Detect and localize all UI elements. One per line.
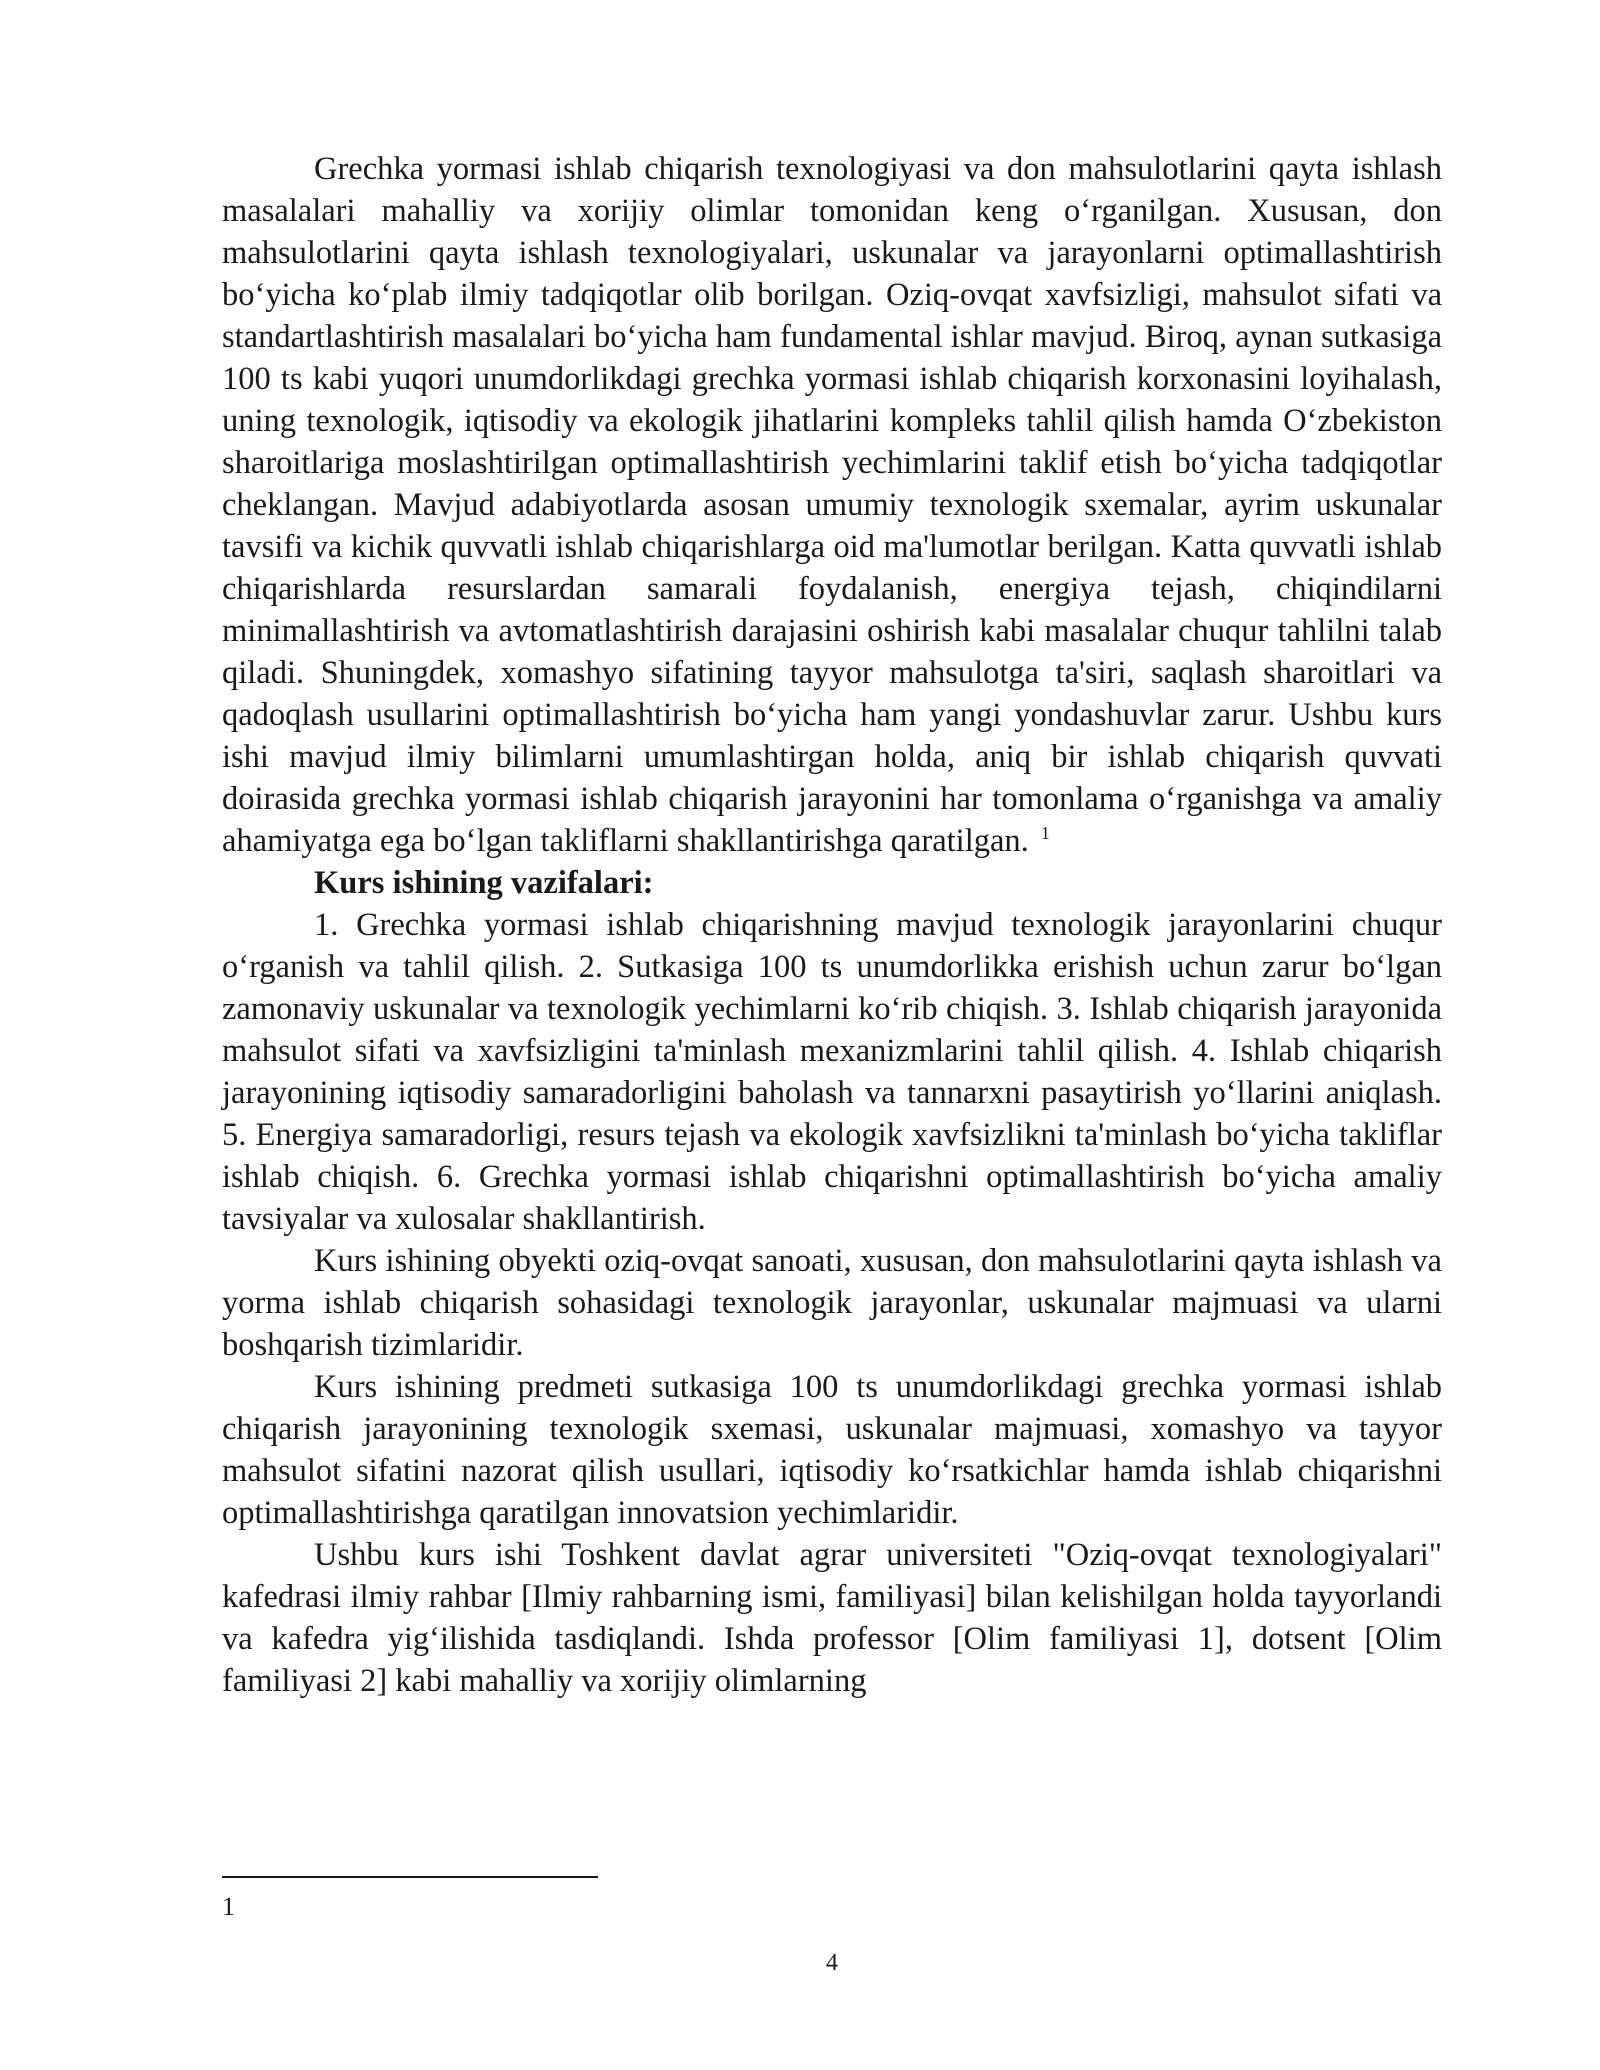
page-body (222, 148, 1442, 1702)
footnote-number: 1 (222, 1892, 235, 1921)
footnote-separator (222, 1876, 598, 1878)
intro-paragraph-text: Grechka yormasi ishlab chiqarish texnologiyasi va don mahsulotlarini qayta ishlash masalalari mahalliy va xorijiy olimlar tomonidan keng oʻrganilgan. Xususan, don mahsulotlarini qayta ishlash texnologiyalari, uskunalar va jarayonlarni optimallashtirish boʻyicha koʻplab ilmiy tadqiqotlar olib borilgan. Oziq-ovqat xavfsizligi, mahsulot sifati va standartlashtirish masalalari boʻyicha ham fundamental ishlar mavjud. Biroq, aynan sutkasiga 100 ts kabi yuqori unumdorlikdagi grechka yormasi ishlab chiqarish korxonasini loyihalash, uning texnologik, iqtisodiy va ekologik jihatlarini kompleks tahlil qilish hamda Oʻzbekiston sharoitlariga moslashtirilgan optimallashtirish yechimlarini taklif etish boʻyicha tadqiqotlar cheklangan. Mavjud adabiyotlarda asosan umumiy texnologik sxemalar, ayrim uskunalar tavsifi va kichik quvvatli ishlab chiqarishlarga oid ma'lumotlar berilgan. Katta quvvatli ishlab chiqarishlarda resurslardan samarali foydalanish, energiya tejash, chiqindilarni minimallashtirish va avtomatlashtirish darajasini oshirish kabi masalalar chuqur tahlilni talab qiladi. Shuningdek, xomashyo sifatining tayyor mahsulotga ta'siri, saqlash sharoitlari va qadoqlash usullarini optimallashtirish boʻyicha ham yangi yondashuvlar zarur. Ushbu kurs ishi mavjud ilmiy bilimlarni umumlashtirgan holda, aniq bir ishlab chiqarish quvvati doirasida grechka yormasi ishlab chiqarish jarayonini har tomonlama oʻrganishga va amaliy ahamiyatga ega boʻlgan takliflarni shakllantirishga qaratilgan. (222, 151, 1442, 859)
final-paragraph: Ushbu kurs ishi Toshkent davlat agrar universiteti "Oziq-ovqat texnologiyalari" kafedrasi ilmiy rahbar [Ilmiy rahbarning ismi, familiyasi] bilan kelishilgan holda tayyorlandi va kafedra yigʻilishida tasdiqlandi. Ishda professor [Olim familiyasi 1], dotsent [Olim familiyasi 2] kabi mahalliy va xorijiy olimlarning (222, 1537, 1442, 1699)
intro-paragraph (222, 148, 1442, 862)
object-paragraph: Kurs ishining obyekti oziq-ovqat sanoati, xususan, don mahsulotlarini qayta ishlash va yorma ishlab chiqarish sohasidagi texnologik jarayonlar, uskunalar majmuasi va ularni boshqarish tizimlaridir. (222, 1243, 1442, 1363)
tasks-paragraph: 1. Grechka yormasi ishlab chiqarishning mavjud texnologik jarayonlarini chuqur oʻrganish va tahlil qilish. 2. Sutkasiga 100 ts unumdorlikka erishish uchun zarur boʻlgan zamonaviy uskunalar va texnologik yechimlarni koʻrib chiqish. 3. Ishlab chiqarish jarayonida mahsulot sifati va xavfsizligini ta'minlash mexanizmlarini tahlil qilish. 4. Ishlab chiqarish jarayonining iqtisodiy samaradorligini baholash va tannarxni pasaytirish yoʻllarini aniqlash. 5. Energiya samaradorligi, resurs tejash va ekologik xavfsizlikni ta'minlash boʻyicha takliflar ishlab chiqish. 6. Grechka yormasi ishlab chiqarishni optimallashtirish boʻyicha amaliy tavsiyalar va xulosalar shakllantirish. (222, 907, 1442, 1237)
tasks-heading: Kurs ishining vazifalari: (314, 865, 654, 901)
subject-paragraph: Kurs ishining predmeti sutkasiga 100 ts unumdorlikdagi grechka yormasi ishlab chiqarish jarayonining texnologik sxemasi, uskunalar majmuasi, xomashyo va tayyor mahsulot sifatini nazorat qilish usullari, iqtisodiy koʻrsatkichlar hamda ishlab chiqarishni optimallashtirishga qaratilgan innovatsion yechimlaridir. (222, 1369, 1442, 1531)
footnote-reference: 1 (1040, 823, 1050, 844)
page-number: 4 (826, 1950, 838, 1976)
